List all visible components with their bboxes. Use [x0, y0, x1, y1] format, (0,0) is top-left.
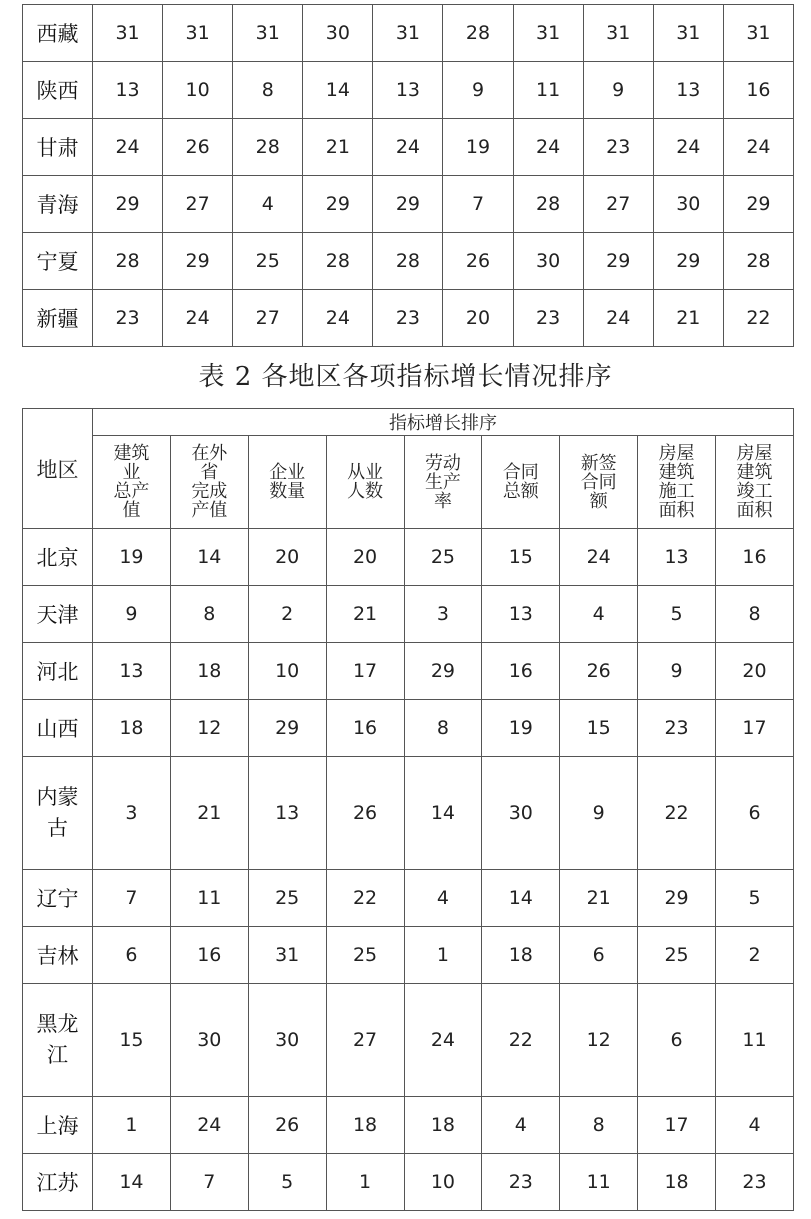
value-cell: 17: [326, 643, 404, 700]
value-cell: 16: [326, 700, 404, 757]
value-cell: 5: [248, 1154, 326, 1211]
column-header-line: 房屋: [736, 443, 773, 464]
value-cell: 23: [373, 290, 443, 347]
value-cell: 18: [93, 700, 171, 757]
value-cell: 30: [482, 757, 560, 870]
value-cell: 5: [716, 870, 794, 927]
value-cell: 26: [443, 233, 513, 290]
value-cell: 29: [653, 233, 723, 290]
column-header-line: 企业: [269, 462, 306, 483]
value-cell: 30: [170, 984, 248, 1097]
region-cell: 北京: [23, 529, 93, 586]
value-cell: 23: [583, 119, 653, 176]
region-cell: 青海: [23, 176, 93, 233]
value-cell: 11: [170, 870, 248, 927]
region-line: 江: [47, 1043, 68, 1067]
value-cell: 5: [638, 586, 716, 643]
column-header-line: 劳动: [424, 452, 461, 474]
value-cell: 4: [404, 870, 482, 927]
table-2-body: [23, 529, 794, 1211]
value-cell: 18: [638, 1154, 716, 1211]
value-cell: 12: [560, 984, 638, 1097]
column-header-line: 合同: [580, 471, 617, 493]
value-cell: 14: [93, 1154, 171, 1211]
value-cell: 24: [583, 290, 653, 347]
value-cell: 2: [248, 586, 326, 643]
value-cell: 13: [482, 586, 560, 643]
value-cell: 31: [373, 5, 443, 62]
value-cell: 13: [93, 643, 171, 700]
value-cell: 11: [716, 984, 794, 1097]
region-cell: 山西: [23, 700, 93, 757]
value-cell: 23: [638, 700, 716, 757]
value-cell: 28: [303, 233, 373, 290]
column-header-line: 总产: [113, 481, 150, 502]
column-header: [93, 436, 171, 529]
value-cell: 10: [404, 1154, 482, 1211]
value-cell: 4: [716, 1097, 794, 1154]
value-cell: 9: [560, 757, 638, 870]
group-header: 指标增长排序: [93, 409, 794, 436]
region-cell: 新疆: [23, 290, 93, 347]
region-line: 古: [47, 816, 68, 840]
table-row: [23, 700, 794, 757]
column-header-line: 业: [122, 462, 141, 483]
region-cell: 甘肃: [23, 119, 93, 176]
value-cell: 31: [653, 5, 723, 62]
value-cell: 10: [248, 643, 326, 700]
value-cell: 15: [93, 984, 171, 1097]
column-header-line: 新签: [580, 452, 617, 474]
value-cell: 31: [233, 5, 303, 62]
column-header-line: 竣工: [736, 481, 773, 502]
table-1-body: [23, 5, 794, 347]
value-cell: 9: [93, 586, 171, 643]
value-cell: 7: [93, 870, 171, 927]
region-line: 黑龙: [36, 1012, 79, 1036]
value-cell: 26: [163, 119, 233, 176]
value-cell: 29: [93, 176, 163, 233]
value-cell: 31: [93, 5, 163, 62]
value-cell: 6: [638, 984, 716, 1097]
value-cell: 15: [560, 700, 638, 757]
value-cell: 14: [404, 757, 482, 870]
table-row: [23, 290, 794, 347]
column-header-line: 从业: [347, 462, 384, 483]
value-cell: 22: [723, 290, 793, 347]
region-cell: [23, 757, 93, 870]
table-row: [23, 643, 794, 700]
value-cell: 18: [170, 643, 248, 700]
column-header-line: 施工: [658, 481, 695, 502]
value-cell: 29: [723, 176, 793, 233]
table-row: [23, 984, 794, 1097]
value-cell: 21: [303, 119, 373, 176]
column-header: [248, 436, 326, 529]
table-row: [23, 870, 794, 927]
value-cell: 24: [560, 529, 638, 586]
value-cell: 1: [326, 1154, 404, 1211]
value-cell: 20: [248, 529, 326, 586]
value-cell: 23: [93, 290, 163, 347]
value-cell: 13: [373, 62, 443, 119]
value-cell: 25: [248, 870, 326, 927]
value-cell: 21: [170, 757, 248, 870]
region-cell: 宁夏: [23, 233, 93, 290]
value-cell: 31: [248, 927, 326, 984]
value-cell: 24: [93, 119, 163, 176]
value-cell: 18: [326, 1097, 404, 1154]
column-header-line: 面积: [658, 500, 695, 521]
table-row: [23, 119, 794, 176]
table-row: [23, 62, 794, 119]
value-cell: 25: [638, 927, 716, 984]
value-cell: 31: [163, 5, 233, 62]
value-cell: 24: [513, 119, 583, 176]
value-cell: 8: [560, 1097, 638, 1154]
table-row: [23, 529, 794, 586]
value-cell: 24: [404, 984, 482, 1097]
region-header: 地区: [23, 409, 93, 529]
value-cell: 13: [638, 529, 716, 586]
value-cell: 20: [326, 529, 404, 586]
value-cell: 23: [513, 290, 583, 347]
region-cell: 河北: [23, 643, 93, 700]
value-cell: 29: [583, 233, 653, 290]
value-cell: 23: [482, 1154, 560, 1211]
region-cell: 陕西: [23, 62, 93, 119]
value-cell: 1: [93, 1097, 171, 1154]
value-cell: 16: [716, 529, 794, 586]
value-cell: 19: [93, 529, 171, 586]
value-cell: 20: [443, 290, 513, 347]
value-cell: 8: [716, 586, 794, 643]
value-cell: 19: [443, 119, 513, 176]
value-cell: 29: [303, 176, 373, 233]
value-cell: 27: [583, 176, 653, 233]
value-cell: 31: [583, 5, 653, 62]
column-header: [404, 436, 482, 529]
column-header-line: 建筑: [658, 462, 695, 483]
value-cell: 11: [560, 1154, 638, 1211]
value-cell: 4: [560, 586, 638, 643]
column-header-line: 人数: [347, 481, 384, 502]
value-cell: 27: [326, 984, 404, 1097]
table-2-header: [23, 409, 794, 529]
value-cell: 30: [303, 5, 373, 62]
value-cell: 9: [638, 643, 716, 700]
value-cell: 16: [482, 643, 560, 700]
value-cell: 13: [93, 62, 163, 119]
value-cell: 7: [170, 1154, 248, 1211]
column-header-line: 生产: [424, 471, 461, 493]
column-headers: [23, 436, 794, 529]
value-cell: 6: [560, 927, 638, 984]
column-header-line: 房屋: [658, 443, 695, 464]
value-cell: 28: [723, 233, 793, 290]
table-row: [23, 586, 794, 643]
region-cell: 天津: [23, 586, 93, 643]
value-cell: 18: [404, 1097, 482, 1154]
column-header-line: 产值: [191, 500, 228, 521]
value-cell: 15: [482, 529, 560, 586]
value-cell: 28: [443, 5, 513, 62]
value-cell: 24: [653, 119, 723, 176]
value-cell: 8: [170, 586, 248, 643]
table-row: [23, 1097, 794, 1154]
value-cell: 22: [638, 757, 716, 870]
value-cell: 12: [170, 700, 248, 757]
value-cell: 25: [404, 529, 482, 586]
value-cell: 3: [93, 757, 171, 870]
column-header-line: 率: [433, 490, 452, 512]
value-cell: 27: [233, 290, 303, 347]
value-cell: 16: [723, 62, 793, 119]
value-cell: 28: [373, 233, 443, 290]
value-cell: 4: [482, 1097, 560, 1154]
region-cell: 辽宁: [23, 870, 93, 927]
region-cell: [23, 984, 93, 1097]
value-cell: 28: [93, 233, 163, 290]
value-cell: 26: [560, 643, 638, 700]
value-cell: 30: [653, 176, 723, 233]
value-cell: 13: [248, 757, 326, 870]
region-line: 内蒙: [36, 785, 79, 809]
value-cell: 9: [583, 62, 653, 119]
column-header-line: 总额: [502, 481, 539, 502]
value-cell: 3: [404, 586, 482, 643]
column-header-line: 面积: [736, 500, 773, 521]
column-header-line: 在外: [191, 443, 228, 464]
value-cell: 6: [93, 927, 171, 984]
value-cell: 16: [170, 927, 248, 984]
column-header: [638, 436, 716, 529]
value-cell: 11: [513, 62, 583, 119]
value-cell: 13: [653, 62, 723, 119]
column-header-line: 数量: [269, 481, 306, 502]
column-header: [482, 436, 560, 529]
table-1-continued: [22, 4, 794, 347]
value-cell: 21: [560, 870, 638, 927]
column-header: [716, 436, 794, 529]
table-row: [23, 5, 794, 62]
value-cell: 14: [170, 529, 248, 586]
value-cell: 31: [723, 5, 793, 62]
column-header: [326, 436, 404, 529]
value-cell: 28: [513, 176, 583, 233]
value-cell: 25: [233, 233, 303, 290]
value-cell: 1: [404, 927, 482, 984]
table-row: [23, 927, 794, 984]
value-cell: 24: [303, 290, 373, 347]
table-2: [22, 408, 794, 1211]
value-cell: 17: [716, 700, 794, 757]
value-cell: 29: [638, 870, 716, 927]
value-cell: 24: [170, 1097, 248, 1154]
value-cell: 22: [482, 984, 560, 1097]
value-cell: 29: [248, 700, 326, 757]
value-cell: 26: [248, 1097, 326, 1154]
column-header: [170, 436, 248, 529]
value-cell: 30: [248, 984, 326, 1097]
value-cell: 18: [482, 927, 560, 984]
value-cell: 8: [404, 700, 482, 757]
value-cell: 4: [233, 176, 303, 233]
value-cell: 8: [233, 62, 303, 119]
value-cell: 22: [326, 870, 404, 927]
value-cell: 14: [303, 62, 373, 119]
value-cell: 29: [404, 643, 482, 700]
region-cell: 上海: [23, 1097, 93, 1154]
column-header-line: 完成: [191, 481, 228, 502]
value-cell: 9: [443, 62, 513, 119]
value-cell: 6: [716, 757, 794, 870]
value-cell: 20: [716, 643, 794, 700]
region-cell: 吉林: [23, 927, 93, 984]
value-cell: 26: [326, 757, 404, 870]
value-cell: 31: [513, 5, 583, 62]
column-header-line: 额: [589, 490, 608, 512]
value-cell: 21: [653, 290, 723, 347]
value-cell: 24: [163, 290, 233, 347]
value-cell: 24: [373, 119, 443, 176]
value-cell: 21: [326, 586, 404, 643]
value-cell: 24: [723, 119, 793, 176]
value-cell: 28: [233, 119, 303, 176]
table-row: [23, 1154, 794, 1211]
value-cell: 7: [443, 176, 513, 233]
value-cell: 10: [163, 62, 233, 119]
column-header-line: 省: [200, 462, 219, 483]
value-cell: 19: [482, 700, 560, 757]
value-cell: 29: [373, 176, 443, 233]
region-cell: 西藏: [23, 5, 93, 62]
column-header-line: 值: [122, 500, 141, 521]
value-cell: 30: [513, 233, 583, 290]
table-row: [23, 757, 794, 870]
table-row: [23, 176, 794, 233]
column-header-line: 建筑: [113, 443, 150, 464]
value-cell: 27: [163, 176, 233, 233]
column-header: [560, 436, 638, 529]
value-cell: 25: [326, 927, 404, 984]
value-cell: 2: [716, 927, 794, 984]
value-cell: 17: [638, 1097, 716, 1154]
table-2-caption: 表 2 各地区各项指标增长情况排序: [198, 362, 613, 392]
value-cell: 29: [163, 233, 233, 290]
value-cell: 23: [716, 1154, 794, 1211]
region-cell: 江苏: [23, 1154, 93, 1211]
table-row: [23, 233, 794, 290]
column-header-line: 合同: [502, 462, 539, 483]
value-cell: 14: [482, 870, 560, 927]
column-header-line: 建筑: [736, 462, 773, 483]
